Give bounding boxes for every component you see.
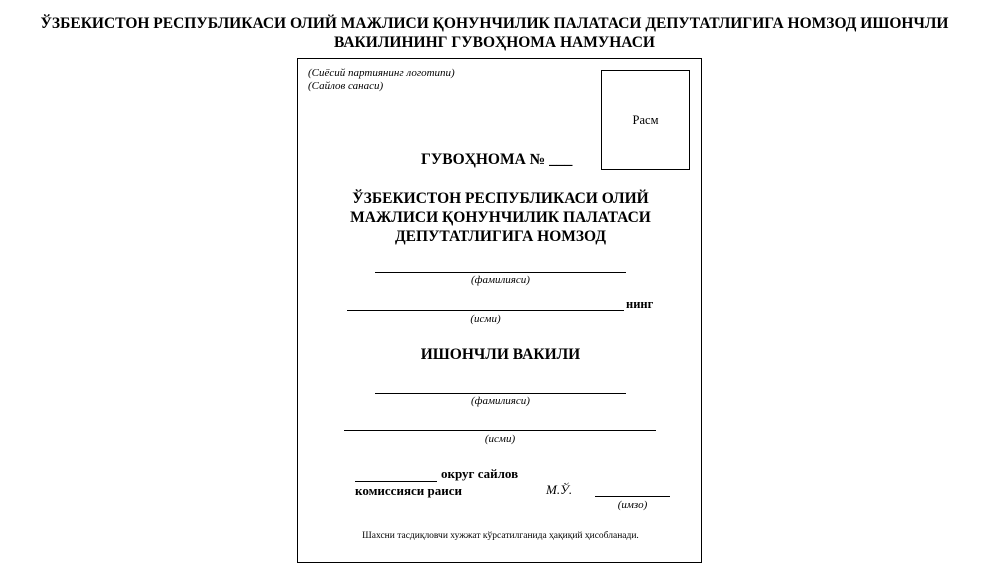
candidate-surname-line (375, 272, 626, 273)
party-logo-note: (Сиёсий партиянинг логотипи) (308, 67, 455, 79)
district-line-1: округ сайлов (441, 466, 519, 481)
district-number-line (355, 481, 437, 482)
candidate-heading-line-3: ДЕПУТАТЛИГИГА НОМЗОД (394, 228, 607, 245)
proxy-surname-caption: (фамилияси) (471, 395, 530, 407)
candidate-heading-line-2: МАЖЛИСИ ҚОНУНЧИЛИК ПАЛАТАСИ (350, 209, 651, 226)
page-title-line-1: ЎЗБЕКИСТОН РЕСПУБЛИКАСИ ОЛИЙ МАЖЛИСИ ҚОНУНЧИЛИК ПАЛАТАСИ ДЕПУТАТЛИГИГА НОМЗОД ИШОНЧЛИ (40, 15, 949, 32)
genitive-suffix: нинг (626, 297, 654, 311)
seal-label: М.Ў. (546, 482, 573, 497)
signature-caption: (имзо) (617, 499, 648, 511)
photo-placeholder (601, 70, 690, 170)
certificate-sample (297, 58, 702, 563)
signature-line (595, 496, 670, 497)
proxy-surname-line (375, 393, 626, 394)
candidate-name-line (347, 310, 624, 311)
district-line-2: комиссияси раиси (355, 483, 462, 498)
proxy-heading: ИШОНЧЛИ ВАКИЛИ (420, 346, 581, 363)
proxy-name-line (344, 430, 656, 431)
photo-label: Расм (632, 112, 659, 127)
candidate-name-caption: (исми) (470, 313, 501, 325)
certificate-number: ГУВОҲНОМА № ___ (421, 151, 573, 168)
election-date-note: (Сайлов санаси) (308, 80, 384, 92)
footer-note: Шахсни тасдиқловчи хужжат кўрсатилганида ҳақиқий ҳисобланади. (362, 531, 639, 541)
proxy-name-caption: (исми) (484, 433, 516, 445)
page-title (0, 14, 989, 52)
page-title-line-2: ВАКИЛИНИНГ ГУВОҲНОМА НАМУНАСИ (334, 34, 655, 51)
candidate-heading-line-1: ЎЗБЕКИСТОН РЕСПУБЛИКАСИ ОЛИЙ (352, 190, 649, 207)
candidate-surname-caption: (фамилияси) (471, 274, 530, 286)
candidate-heading (298, 189, 703, 246)
